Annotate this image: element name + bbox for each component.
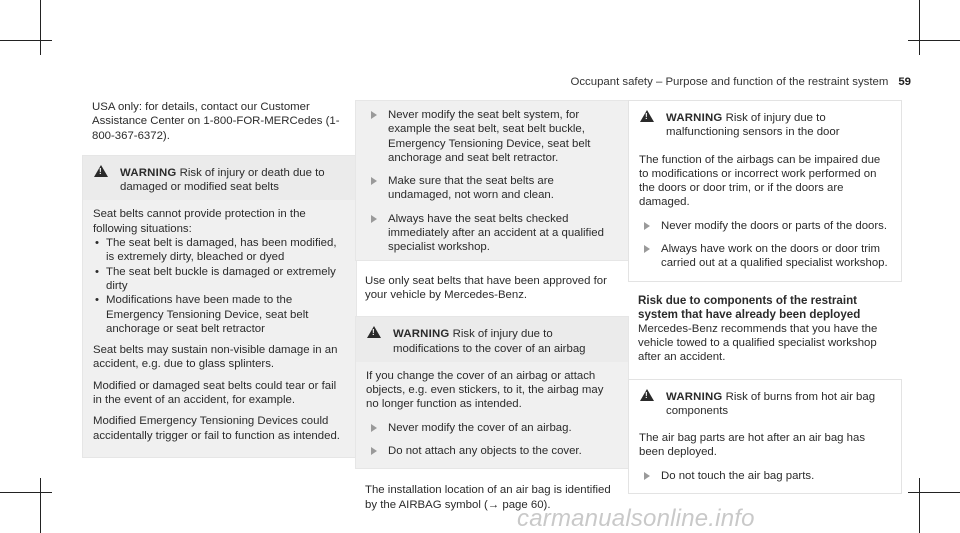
instruction-step (639, 469, 891, 483)
instruction-step (366, 421, 618, 435)
step-text: Never modify the doors or parts of the doors. (661, 219, 888, 232)
running-header (570, 75, 911, 89)
warning-title: Risk of burns from hot air bag components (666, 390, 876, 417)
step-arrow-icon (644, 222, 650, 230)
step-text: Always have the seat belts checked immediately after an accident at a qualified specialist workshop. (388, 212, 604, 254)
crop-mark (908, 40, 960, 41)
approval-paragraph: Use only seat belts that have been approved for your vehicle by Mercedes-Benz. (365, 274, 607, 301)
crop-mark (0, 40, 52, 41)
warning-label: WARNING (666, 390, 723, 403)
warning-paragraph: Seat belts may sustain non-visible damage in an accident, e.g. due to glass splinters. (93, 344, 338, 371)
step-arrow-icon (371, 111, 377, 119)
warning-continuation-box (355, 100, 629, 261)
crop-mark (919, 0, 920, 55)
crop-mark (40, 478, 41, 533)
step-text: Never modify the cover of an airbag. (388, 421, 572, 434)
bullet-item: • Modifications have been made to the Emergency Tensioning Device, seat belt anchorage or seat belt retractor (93, 293, 346, 336)
header-title: Occupant safety – Purpose and function of the restraint system (570, 76, 889, 88)
warning-box-airbag-cover (355, 316, 629, 469)
column-1 (92, 100, 347, 458)
warning-paragraph: If you change the cover of an airbag or attach objects, e.g. even stickers, to it, the airbag may no longer function as intended. (366, 369, 604, 411)
warning-header (629, 380, 901, 425)
warning-header (629, 101, 901, 146)
step-arrow-icon (371, 177, 377, 185)
crop-mark (908, 492, 960, 493)
step-text: Do not attach any objects to the cover. (388, 445, 582, 458)
warning-box-seat-belts (82, 155, 357, 458)
warning-triangle-icon (94, 165, 108, 177)
watermark: carmanualsonline.info (517, 505, 755, 532)
warning-box-hot-airbag (628, 379, 902, 494)
warning-paragraph: The function of the airbags can be impaired due to modifications or incorrect work performed on the doors or door trim, or if the doors are damaged. (639, 153, 881, 209)
warning-body (639, 424, 891, 490)
recommendation-paragraph: Mercedes-Benz recommends that you have the vehicle towed to a qualified specialist workshop after an accident. (638, 322, 878, 364)
crop-mark (919, 478, 920, 533)
step-arrow-icon (371, 447, 377, 455)
instruction-step (639, 219, 891, 233)
step-text: Do not touch the air bag parts. (661, 469, 815, 482)
step-text: Always have work on the doors or door trim carried out at a qualified specialist workshop. (661, 243, 888, 270)
warning-title: Risk of injury due to malfunctioning sensors in the door (666, 112, 840, 139)
warning-header (356, 317, 628, 362)
step-text: Make sure that the seat belts are undamaged, not worn and clean. (388, 175, 554, 202)
step-text: Never modify the seat belt system, for example the seat belt, seat belt buckle, Emergency Tensioning Device, seat belt anchorage and seat belt retractor. (388, 109, 591, 164)
warning-triangle-icon (367, 326, 381, 338)
warning-label: WARNING (393, 328, 450, 341)
instruction-step (639, 242, 891, 271)
warning-title: Risk of injury or death due to damaged or modified seat belts (120, 166, 325, 194)
warning-paragraph: Modified Emergency Tensioning Devices could accidentally trigger or fail to function as intended. (93, 415, 340, 442)
warning-body (366, 362, 618, 465)
bullet-item: • The seat belt buckle is damaged or extremely dirty (93, 265, 346, 294)
warning-triangle-icon (640, 389, 654, 401)
warning-triangle-icon (640, 110, 654, 122)
warning-header (83, 156, 356, 201)
column-3 (638, 100, 892, 494)
warning-body (639, 146, 891, 278)
warning-paragraph: Modified or damaged seat belts could tear or fail in the event of an accident, for example. (93, 379, 337, 407)
warning-lead: Seat belts cannot provide protection in the following situations: (93, 208, 306, 235)
step-arrow-icon (371, 424, 377, 432)
instruction-step (366, 444, 618, 458)
instruction-step (366, 212, 618, 255)
instruction-step (366, 174, 618, 203)
crop-mark (40, 0, 41, 55)
crop-mark (0, 492, 52, 493)
column-2 (365, 100, 619, 512)
warning-box-door-sensors (628, 100, 902, 282)
warning-title: Risk of injury due to modifications to the cover of an airbag (393, 328, 586, 355)
step-arrow-icon (644, 472, 650, 480)
intro-text: USA only: for details, contact our Customer Assistance Center on 1-800-FOR-MERCedes (1-800-367-6372). (92, 101, 340, 142)
instruction-step (366, 108, 618, 165)
page-number: 59 (898, 76, 911, 88)
warning-label: WARNING (120, 166, 177, 179)
warning-label: WARNING (666, 112, 723, 124)
step-arrow-icon (371, 215, 377, 223)
step-arrow-icon (644, 245, 650, 253)
section-heading: Risk due to components of the restraint system that have already been deployed (638, 293, 861, 321)
warning-body (93, 200, 346, 453)
warning-bullet-list (93, 236, 346, 336)
bullet-item: • The seat belt is damaged, has been modified, is extremely dirty, bleached or dyed (93, 236, 346, 265)
installation-paragraph: The installation location of an air bag is identified by the AIRBAG symbol (→ page 60). (365, 484, 611, 511)
warning-paragraph: The air bag parts are hot after an air bag has been deployed. (639, 432, 866, 459)
